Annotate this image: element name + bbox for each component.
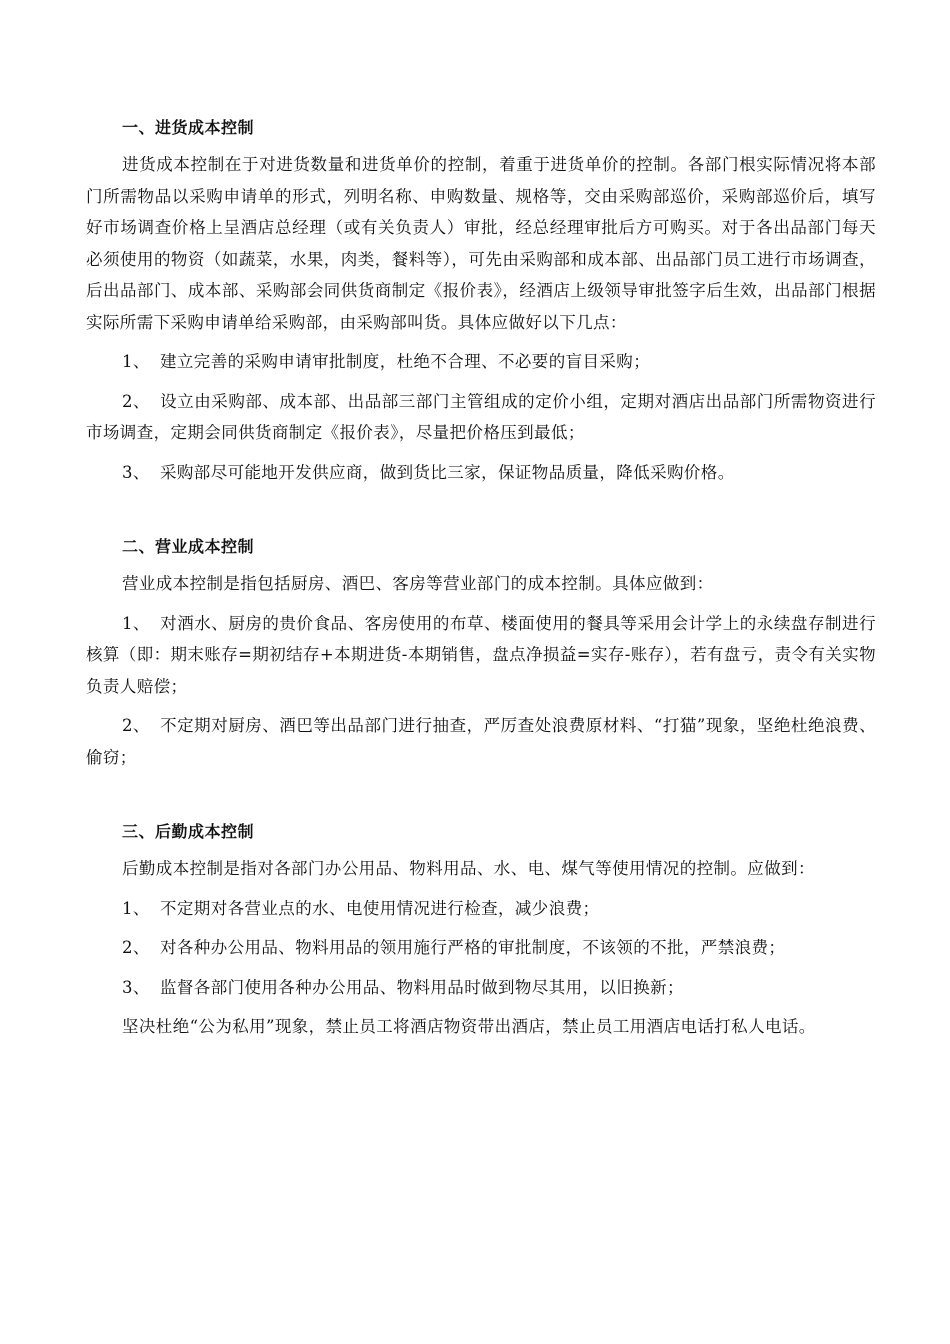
list-item — [86, 893, 876, 925]
list-item-number: 2、 — [122, 391, 150, 411]
list-item — [86, 346, 876, 378]
document-body — [86, 112, 876, 1086]
section-intro-paragraph: 后勤成本控制是指对各部门办公用品、物料用品、水、电、煤气等使用情况的控制。应做到： — [122, 859, 815, 878]
section-heading: 三、后勤成本控制 — [122, 822, 255, 841]
list-item — [86, 457, 876, 489]
list-item-number: 1、 — [122, 352, 150, 371]
list-item-number: 2、 — [122, 938, 150, 957]
list-item-text: 对酒水、厨房的贵价食品、客房使用的布草、楼面使用的餐具等采用会计学上的永续盘存制进行核算（即：期末账存=期初结存+本期进货-本期销售，盘点净损益=实存-账存），若有盘亏，责令有关实物负责人赔偿； — [86, 613, 876, 696]
section-intro-paragraph: 营业成本控制是指包括厨房、酒巴、客房等营业部门的成本控制。具体应做到： — [122, 574, 714, 593]
section-purchase-cost — [86, 112, 876, 488]
list-item-text: 建立完善的采购申请审批制度，杜绝不合理、不必要的盲目采购； — [160, 352, 651, 371]
section-operating-cost — [86, 531, 876, 773]
list-item — [86, 972, 876, 1004]
list-item-number: 1、 — [122, 613, 150, 633]
list-item-text: 设立由采购部、成本部、出品部三部门主管组成的定价小组，定期对酒店出品部门所需物资进行市场调查，定期会同供货商制定《报价表》，尽量把价格压到最低； — [86, 391, 876, 442]
closing-paragraph: 坚决杜绝“公为私用”现象，禁止员工将酒店物资带出酒店，禁止员工用酒店电话打私人电话。 — [122, 1017, 816, 1036]
list-item — [86, 386, 876, 449]
list-item-text: 不定期对各营业点的水、电使用情况进行检查，减少浪费； — [160, 898, 600, 918]
list-item — [86, 608, 876, 703]
list-item — [86, 932, 876, 964]
list-item — [86, 710, 876, 773]
list-item-text: 采购部尽可能地开发供应商，做到货比三家，保证物品质量，降低采购价格。 — [160, 462, 735, 482]
list-item-number: 2、 — [122, 716, 150, 735]
section-intro-paragraph: 进货成本控制在于对进货数量和进货单价的控制，着重于进货单价的控制。各部门根实际情况将本部门所需物品以采购申请单的形式，列明名称、申购数量、规格等，交由采购部巡价，采购部巡价后，填写好市场调查价格上呈酒店总经理（或有关负责人）审批，经总经理审批后方可购买。对于各出品部门每天必须使用的物资（如蔬菜，水果，肉类，餐料等），可先由采购部和成本部、出品部门员工进行市场调查，后出品部门、成本部、采购部会同供货商制定《报价表》，经酒店上级领导审批签字后生效，出品部门根据实际所需下采购申请单给采购部，由采购部叫货。具体应做好以下几点： — [86, 155, 876, 332]
list-item-text: 监督各部门使用各种办公用品、物料用品时做到物尽其用，以旧换新； — [160, 977, 684, 997]
list-item-number: 1、 — [122, 898, 150, 918]
section-logistics-cost — [86, 816, 876, 1043]
section-heading: 一、进货成本控制 — [122, 118, 255, 137]
section-heading: 二、营业成本控制 — [122, 537, 255, 556]
list-item-text: 对各种办公用品、物料用品的领用施行严格的审批制度，不该领的不批，严禁浪费； — [160, 938, 786, 957]
list-item-number: 3、 — [122, 462, 150, 482]
list-item-text: 不定期对厨房、酒巴等出品部门进行抽查，严厉查处浪费原材料、“打猫”现象，坚绝杜绝浪费、偷窃； — [86, 716, 876, 767]
list-item-number: 3、 — [122, 977, 150, 997]
